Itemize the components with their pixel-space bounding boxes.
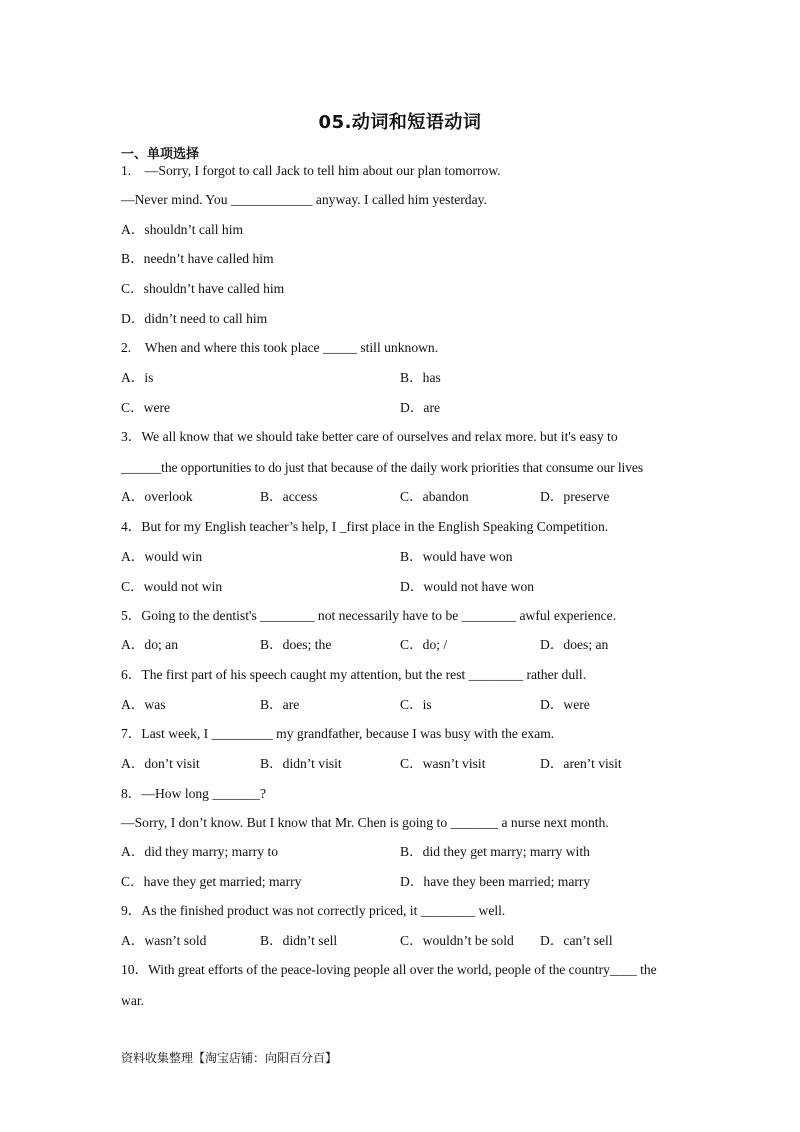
question-6-option-b: B．are bbox=[260, 697, 300, 712]
question-3-option-c: C．abandon bbox=[400, 489, 469, 504]
question-2-option-d: D．are bbox=[400, 400, 441, 415]
question-3-stem-2: ______the opportunities to do just that because of the daily work priorities that consume our lives bbox=[121, 460, 644, 475]
question-7-option-a: A．don’t visit bbox=[121, 756, 200, 771]
question-8-stem: 8．—How long _______? bbox=[121, 786, 266, 801]
question-5-stem: 5．Going to the dentist's ________ not necessarily have to be ________ awful experience. bbox=[121, 608, 617, 623]
question-6-option-c: C．is bbox=[400, 697, 432, 712]
question-8-option-c: C．have they get married; marry bbox=[121, 874, 302, 889]
page-footer: 资料收集整理【淘宝店铺：向阳百分百】 bbox=[121, 1051, 338, 1065]
question-8-option-a: A．did they marry; marry to bbox=[121, 844, 279, 859]
question-9-option-c: C．wouldn’t be sold bbox=[400, 933, 514, 948]
question-7-option-d: D．aren’t visit bbox=[540, 756, 622, 771]
question-8-option-b: B．did they get marry; marry with bbox=[400, 844, 590, 859]
question-4-option-c: C．would not win bbox=[121, 579, 223, 594]
question-9-option-d: D．can’t sell bbox=[540, 933, 613, 948]
page-title: 05.动词和短语动词 bbox=[318, 112, 482, 133]
question-7-option-c: C．wasn’t visit bbox=[400, 756, 486, 771]
question-10-stem: 10．With great efforts of the peace-loving people all over the world, people of the country____ the bbox=[121, 962, 657, 977]
question-3-option-b: B．access bbox=[260, 489, 318, 504]
question-5-option-d: D．does; an bbox=[540, 637, 609, 652]
question-5-option-b: B．does; the bbox=[260, 637, 332, 652]
question-6-stem: 6．The first part of his speech caught my attention, but the rest ________ rather dull. bbox=[121, 667, 587, 682]
question-9-stem: 9．As the finished product was not correctly priced, it ________ well. bbox=[121, 903, 506, 918]
question-2-option-b: B．has bbox=[400, 370, 441, 385]
question-5-option-a: A．do; an bbox=[121, 637, 179, 652]
question-2-option-a: A．is bbox=[121, 370, 154, 385]
question-9-option-b: B．didn’t sell bbox=[260, 933, 338, 948]
question-3-stem: 3．We all know that we should take better care of ourselves and relax more. but it's easy to bbox=[121, 429, 618, 444]
question-10-stem-2: war. bbox=[121, 993, 145, 1008]
question-4-option-d: D．would not have won bbox=[400, 579, 535, 594]
question-8-option-d: D．have they been married; marry bbox=[400, 874, 591, 889]
question-8-stem-2: —Sorry, I don’t know. But I know that Mr. Chen is going to _______ a nurse next month. bbox=[121, 815, 609, 830]
section-heading: 一、单项选择 bbox=[121, 147, 200, 162]
question-1-stem: 1. —Sorry, I forgot to call Jack to tell him about our plan tomorrow. bbox=[121, 163, 501, 178]
question-7-option-b: B．didn’t visit bbox=[260, 756, 342, 771]
question-1-option-d: D．didn’t need to call him bbox=[121, 311, 268, 326]
question-2-option-c: C．were bbox=[121, 400, 171, 415]
question-4-stem: 4．But for my English teacher’s help, I _first place in the English Speaking Competition. bbox=[121, 519, 609, 534]
question-1-option-c: C．shouldn’t have called him bbox=[121, 281, 285, 296]
question-4-option-a: A．would win bbox=[121, 549, 203, 564]
question-1-stem-2: —Never mind. You ____________ anyway. I called him yesterday. bbox=[121, 192, 487, 207]
question-6-option-a: A．was bbox=[121, 697, 166, 712]
question-5-option-c: C．do; / bbox=[400, 637, 448, 652]
question-1-option-a: A．shouldn’t call him bbox=[121, 222, 244, 237]
question-2-stem: 2. When and where this took place _____ still unknown. bbox=[121, 340, 439, 355]
question-7-stem: 7．Last week, I _________ my grandfather, because I was busy with the exam. bbox=[121, 726, 555, 741]
question-4-option-b: B．would have won bbox=[400, 549, 513, 564]
question-9-option-a: A．wasn’t sold bbox=[121, 933, 207, 948]
question-6-option-d: D．were bbox=[540, 697, 590, 712]
question-3-option-d: D．preserve bbox=[540, 489, 610, 504]
question-1-option-b: B．needn’t have called him bbox=[121, 251, 274, 266]
question-3-option-a: A．overlook bbox=[121, 489, 193, 504]
